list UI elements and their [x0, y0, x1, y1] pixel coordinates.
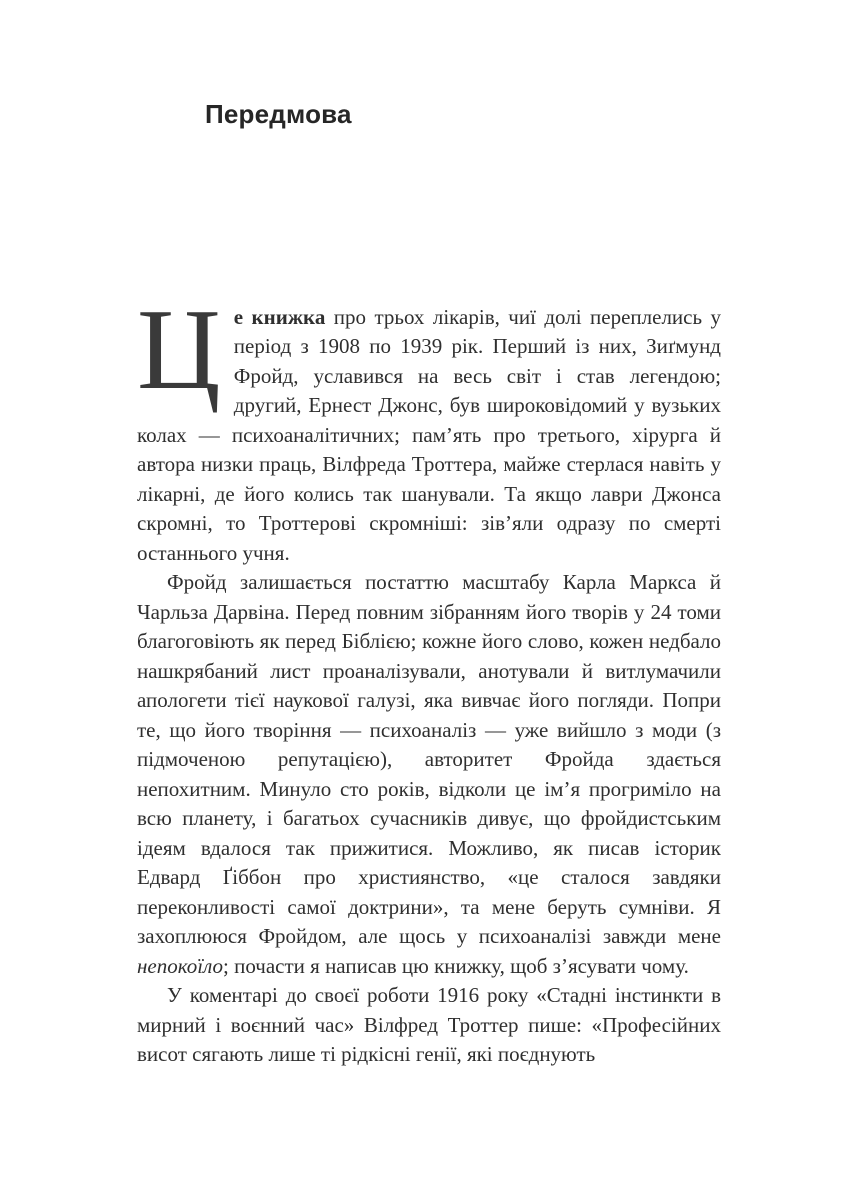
paragraph-second-text-a: Фройд залишається постаттю масштабу Карла Маркса й Чарльза Дарвіна. Перед повним зібранням його творів у 24 томи благоговіють як перед Біблією; кожне його слово, кожен недбало нашкрябаний лист проаналізували, анотували й витлумачили апологети тієї наукової галузі, яка вивчає його погляди. Попри те, що його творіння — психоаналіз — уже вийшло з моди (з підмоченою репутацією), авторитет Фройда здається непохитним. Минуло сто років, відколи це ім’я прогриміло на всю планету, і багатьох сучасників дивує, що фройдистським ідеям вдалося так прижитися. Можливо, як писав історик Едвард Ґіббон про християнство, «це сталося завдяки переконливості самої доктрини», та мене беруть сумніви. Я захоплююся Фройдом, але щось у психоаналізі завжди мене	[137, 570, 721, 949]
paragraph-first	[137, 285, 721, 569]
paragraph-third-text: У коментарі до своєї роботи 1916 року «Стадні інстинкти в мирний і воєнний час» Вілфред Троттер пише: «Професійних висот сягають лише ті рідкісні генії, які поєднують	[137, 983, 721, 1067]
paragraph-first-text: про трьох лікарів, чиї долі переплелись у період з 1908 по 1939 рік. Перший із них, Зиґмунд Фройд, уславився на весь світ і став легендою; другий, Ернест Джонс, був широковідомий у вузьких колах — психоаналітичних; пам’ять про третього, хірурга й автора низки праць, Вілфреда Троттера, майже стерлася навіть у лікарні, де його колись так шанували. Та якщо лаври Джонса скромні, то Троттерові скромніші: зів’яли одразу по смерті останнього учня.	[137, 304, 721, 565]
paragraph-third	[137, 981, 721, 1070]
lead-bold-text: е книжка	[233, 304, 326, 329]
drop-cap: Ц	[137, 285, 221, 414]
body-text	[137, 285, 721, 1070]
paragraph-second-text-b: ; почасти я написав цю книжку, щоб з’ясувати чому.	[223, 953, 689, 978]
chapter-title: Передмова	[205, 99, 352, 129]
italic-term: непокоїло	[137, 953, 224, 978]
paragraph-second	[137, 568, 721, 981]
